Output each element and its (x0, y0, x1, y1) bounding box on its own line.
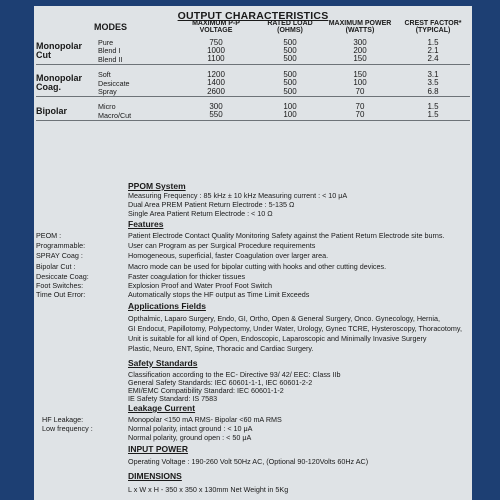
load-cell: 500 (283, 54, 297, 64)
table-row (36, 111, 470, 120)
load-cell: 100 (283, 110, 297, 120)
table-row (36, 71, 470, 79)
power-cell: 70 (355, 110, 365, 120)
load-cell: 500 (283, 37, 297, 47)
header-modes: MODES (94, 21, 128, 32)
feature-label: Time Out Error: (36, 290, 86, 299)
applications-line: Opthalmic, Laparo Surgery, Endo, GI, Ortho, Open & General Surgery, Onco. Gynecology, Hernia, (128, 314, 441, 323)
ppom-line: Dual Area PREM Patient Return Electrode : 5-135 Ω (128, 200, 295, 209)
power-cell: 200 (353, 46, 367, 56)
mode-cell: Soft (98, 70, 111, 80)
power-cell: 150 (353, 54, 367, 64)
applications-heading: Applications Fields (128, 301, 206, 311)
spec-sheet (34, 6, 472, 500)
leakage-label: Low frequency : (42, 424, 93, 433)
load-cell: 500 (283, 46, 297, 56)
power-cell: 70 (355, 102, 365, 112)
feature-text: User can Program as per Surgical Procedure requirements (128, 241, 316, 250)
feature-label: Bipolar Cut : (36, 262, 76, 271)
mode-cell: Desiccate (98, 78, 130, 88)
page-title: OUTPUT CHARACTERISTICS (177, 10, 329, 22)
feature-text: Patient Electrode Contact Quality Monitoring Safety against the Patient Return Electrode site burns. (128, 231, 445, 240)
feature-text: Explosion Proof and Water Proof Foot Switch (128, 281, 272, 290)
leakage-text: Monopolar <150 mA RMS- Bipolar <60 mA RMS (128, 415, 282, 424)
crest-cell: 2.4 (427, 54, 439, 64)
voltage-cell: 550 (209, 110, 223, 120)
crest-cell: 6.8 (427, 86, 439, 96)
feature-text: Automatically stops the HF output as Time Limit Exceeds (128, 290, 310, 299)
feature-label: SPRAY Coag : (36, 251, 83, 260)
ppom-line: Measuring Frequency : 85 kHz ± 10 kHz Measuring current : < 10 μA (128, 191, 348, 200)
mode-cell: Macro/Cut (98, 110, 132, 120)
load-cell: 500 (283, 78, 297, 88)
power-cell: 100 (353, 78, 367, 88)
mode-cell: Pure (98, 38, 114, 48)
ppom-line: Single Area Patient Return Electrode : < 10 Ω (128, 209, 273, 218)
load-cell: 500 (283, 86, 297, 96)
header-max-pp-voltage: MAXIMUM P-P VOLTAGE (192, 20, 240, 35)
power-cell: 70 (355, 86, 365, 96)
table-row (36, 55, 470, 64)
applications-line: GI Endocut, Papillotomy, Polypectomy, Under Water, Urology, Gynec TCRE, Hysteroscopy, Thoracotomy, (128, 324, 462, 333)
mode-cell: Micro (98, 102, 116, 112)
safety-heading: Safety Standards (128, 358, 198, 368)
table-header-row (36, 20, 470, 35)
load-cell: 500 (283, 69, 297, 79)
header-crest-factor: CREST FACTOR* (TYPICAL) (404, 20, 462, 35)
crest-cell: 1.5 (427, 37, 439, 47)
mode-cell: Blend II (98, 54, 123, 64)
voltage-cell: 1100 (207, 54, 225, 64)
group-label: Bipolar (36, 105, 68, 116)
feature-text: Macro mode can be used for bipolar cutting with hooks and other cutting devices. (128, 262, 387, 271)
features-heading: Features (128, 219, 164, 229)
voltage-cell: 2600 (207, 86, 225, 96)
mode-cell: Spray (98, 87, 117, 97)
leakage-text: Normal polarity, intact ground : < 10 μA (128, 424, 253, 433)
group-label: Monopolar Coag. (36, 73, 82, 93)
mode-cell: Blend I (98, 46, 121, 56)
safety-line: General Safety Standards: IEC 60601-1-1, IEC 60601-2-2 (128, 378, 313, 387)
voltage-cell: 1000 (207, 46, 225, 56)
feature-text: Homogeneous, superficial, faster Coagulation over larger area. (128, 251, 329, 260)
crest-cell: 3.5 (427, 78, 439, 88)
safety-line: Classification according to the EC- Directive 93/ 42/ EEC: Class IIb (128, 370, 341, 379)
header-rated-load: RATED LOAD (OHMS) (267, 20, 313, 35)
feature-label: Desiccate Coag: (36, 272, 89, 281)
feature-label: PEOM : (36, 231, 62, 240)
crest-cell: 1.5 (427, 102, 439, 112)
group-label: Monopolar Cut (36, 40, 82, 61)
crest-cell: 2.1 (427, 46, 439, 56)
feature-text: Faster coagulation for thicker tissues (128, 272, 246, 281)
ppom-heading: PPOM System (128, 181, 186, 191)
dimensions-line: L x W x H - 350 x 350 x 130mm Net Weight in 5Kg (128, 485, 289, 494)
power-cell: 150 (353, 69, 367, 79)
input-power-heading: INPUT POWER (128, 444, 188, 454)
safety-line: EMI/EMC Compatibility Standard: IEC 60601-1-2 (128, 386, 284, 395)
feature-label: Programmable: (36, 241, 86, 250)
voltage-cell: 1200 (207, 69, 225, 79)
crest-cell: 1.5 (427, 110, 439, 120)
feature-label: Foot Switches: (36, 281, 84, 290)
applications-line: Unit is suitable for all kind of Open, Endoscopic, Laparoscopic and Minimally Invasive Surgery (128, 334, 427, 343)
crest-cell: 3.1 (427, 69, 439, 79)
leakage-heading: Leakage Current (128, 403, 196, 413)
safety-line: IE Safety Standard: IS 7583 (128, 394, 218, 403)
header-max-power: MAXIMUM POWER (WATTS) (328, 20, 392, 35)
leakage-text: Normal polarity, ground open : < 50 μA (128, 433, 252, 442)
dimensions-heading: DIMENSIONS (128, 471, 182, 481)
power-cell: 300 (353, 37, 367, 47)
table-row (36, 88, 470, 97)
leakage-label: HF Leakage: (42, 415, 84, 424)
voltage-cell: 750 (209, 37, 223, 47)
input-power-line: Operating Voltage : 190-260 Volt 50Hz AC, (Optional 90-120Volts 60Hz AC) (128, 457, 369, 466)
applications-line: Plastic, Neuro, ENT, Spine, Thoracic and Cardiac Surgery. (128, 344, 314, 353)
voltage-cell: 300 (209, 102, 223, 112)
load-cell: 100 (283, 102, 297, 112)
output-characteristics-table (36, 20, 470, 122)
voltage-cell: 1400 (207, 78, 225, 88)
